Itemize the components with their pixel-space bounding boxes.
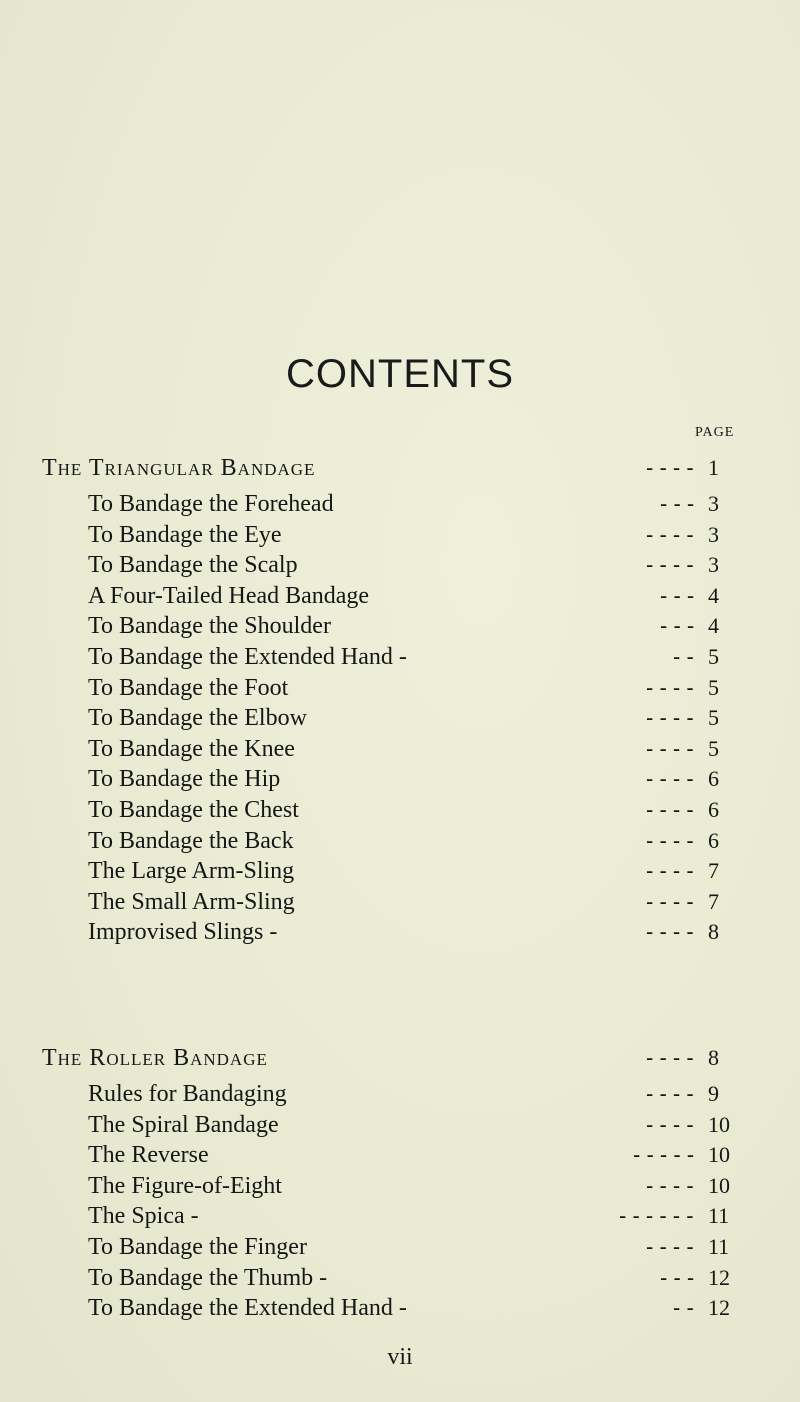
toc-entry [88,549,719,581]
toc-entry-label: To Bandage the Thumb - [88,1265,328,1291]
toc-entry-label: Rules for Bandaging [88,1081,287,1107]
toc-entry-leader: - - - - [646,552,694,577]
toc-entry-label: To Bandage the Foot [88,675,289,701]
toc-entry-leader: - - - - [646,1081,694,1106]
toc-entry-page-number: 6 [708,766,719,791]
toc-entry-page-number: 10 [708,1142,730,1167]
toc-entry [88,519,719,551]
toc-entry-page-number: 4 [708,583,719,608]
section-heading [42,452,720,484]
toc-entry-label: To Bandage the Back [88,828,294,854]
toc-entry-label: To Bandage the Extended Hand - [88,644,407,670]
toc-entry [88,1078,719,1110]
toc-entry [88,580,719,612]
toc-entry-page-number: 5 [708,736,719,761]
toc-entry-leader: - - - - - [633,1142,695,1167]
toc-entry [88,733,719,765]
toc-entry-leader: - - - - [646,919,694,944]
toc-entry-label: The Spiral Bandage [88,1112,279,1138]
toc-entry-label: The Figure-of-Eight [88,1173,282,1199]
toc-entry-label: The Spica - [88,1203,199,1229]
toc-entry [88,794,719,826]
toc-entry-page-number: 4 [708,613,719,638]
toc-entry [88,488,719,520]
toc-entry-leader: - - - - [646,1234,694,1259]
toc-entry [88,1170,730,1202]
toc-entry-page-number: 7 [708,858,719,883]
toc-entry-leader: - - - [660,613,695,638]
toc-entry-label: The Small Arm-Sling [88,889,295,915]
section-heading-page-number: 1 [708,455,720,480]
toc-entry-leader: - - - - [646,522,694,547]
toc-entry-leader: - - - - - - [619,1203,694,1228]
toc-entry-label: To Bandage the Shoulder [88,613,331,639]
toc-entry-page-number: 3 [708,522,719,547]
toc-entry-leader: - - - - [646,705,694,730]
toc-entry-page-number: 7 [708,889,719,914]
toc-entry-page-number: 5 [708,705,719,730]
toc-entry-page-number: 11 [708,1203,730,1228]
toc-entry [88,916,719,948]
toc-entry-page-number: 8 [708,919,719,944]
toc-entry-leader: - - - - [646,828,694,853]
toc-entry [88,763,719,795]
toc-entry [88,1231,730,1263]
toc-entry-page-number: 12 [708,1265,730,1290]
toc-entry-page-number: 6 [708,828,719,853]
toc-entry-leader: - - - [660,583,695,608]
toc-entry-leader: - - - - [646,1173,694,1198]
toc-entry [88,1200,730,1232]
toc-entry-page-number: 6 [708,797,719,822]
toc-entry-leader: - - - - [646,797,694,822]
toc-entry [88,1292,730,1324]
toc-entry [88,610,719,642]
toc-entry [88,702,719,734]
section-heading [42,1042,720,1074]
section-heading-label: The Roller Bandage [42,1045,268,1071]
toc-entry-leader: - - - - [646,1112,694,1137]
toc-entry [88,1262,730,1294]
section-heading-page-number: 8 [708,1045,720,1070]
toc-entry-page-number: 12 [708,1295,730,1320]
section-heading-leader: - - - - [646,1045,694,1070]
toc-entry [88,1139,730,1171]
toc-entry-page-number: 10 [708,1112,730,1137]
section-heading-label: The Triangular Bandage [42,455,316,481]
toc-entry-label: The Large Arm-Sling [88,858,295,884]
toc-entry-leader: - - [673,1295,694,1320]
toc-entry-leader: - - - - [646,889,694,914]
toc-entry-label: To Bandage the Elbow [88,705,307,731]
toc-entry-label: To Bandage the Finger [88,1234,307,1260]
toc-entry-page-number: 10 [708,1173,730,1198]
toc-entry [88,855,719,887]
toc-entry-label: To Bandage the Forehead [88,491,334,517]
toc-entry [88,641,719,673]
toc-entry [88,886,719,918]
toc-entry-leader: - - - - [646,675,694,700]
toc-entry-page-number: 3 [708,491,719,516]
page-title: CONTENTS [286,352,514,396]
toc-entry-leader: - - - [660,491,695,516]
toc-entry-leader: - - - - [646,766,694,791]
toc-entry-label: To Bandage the Scalp [88,552,298,578]
toc-entry-label: The Reverse [88,1142,209,1168]
toc-entry-label: To Bandage the Eye [88,522,282,548]
toc-entry-label: To Bandage the Extended Hand - [88,1295,407,1321]
toc-entry [88,672,719,704]
toc-entry-label: To Bandage the Chest [88,797,299,823]
toc-entry-label: A Four-Tailed Head Bandage [88,583,370,609]
toc-entry-leader: - - - - [646,736,694,761]
toc-entry-leader: - - - [660,1265,695,1290]
section-heading-leader: - - - - [646,455,694,480]
toc-entry-leader: - - - - [646,858,694,883]
toc-entry-label: To Bandage the Hip [88,766,281,792]
page-folio: vii [387,1344,413,1370]
toc-entry-label: Improvised Slings - [88,919,278,945]
toc-entry-page-number: 5 [708,644,719,669]
toc-entry-label: To Bandage the Knee [88,736,295,762]
toc-entry-page-number: 3 [708,552,719,577]
toc-entry-page-number: 5 [708,675,719,700]
toc-entry-leader: - - [673,644,694,669]
toc-entry-page-number: 11 [708,1234,730,1259]
page-column-label: PAGE [695,425,735,440]
toc-entry-page-number: 9 [708,1081,719,1106]
toc-entry [88,825,719,857]
toc-entry [88,1109,730,1141]
